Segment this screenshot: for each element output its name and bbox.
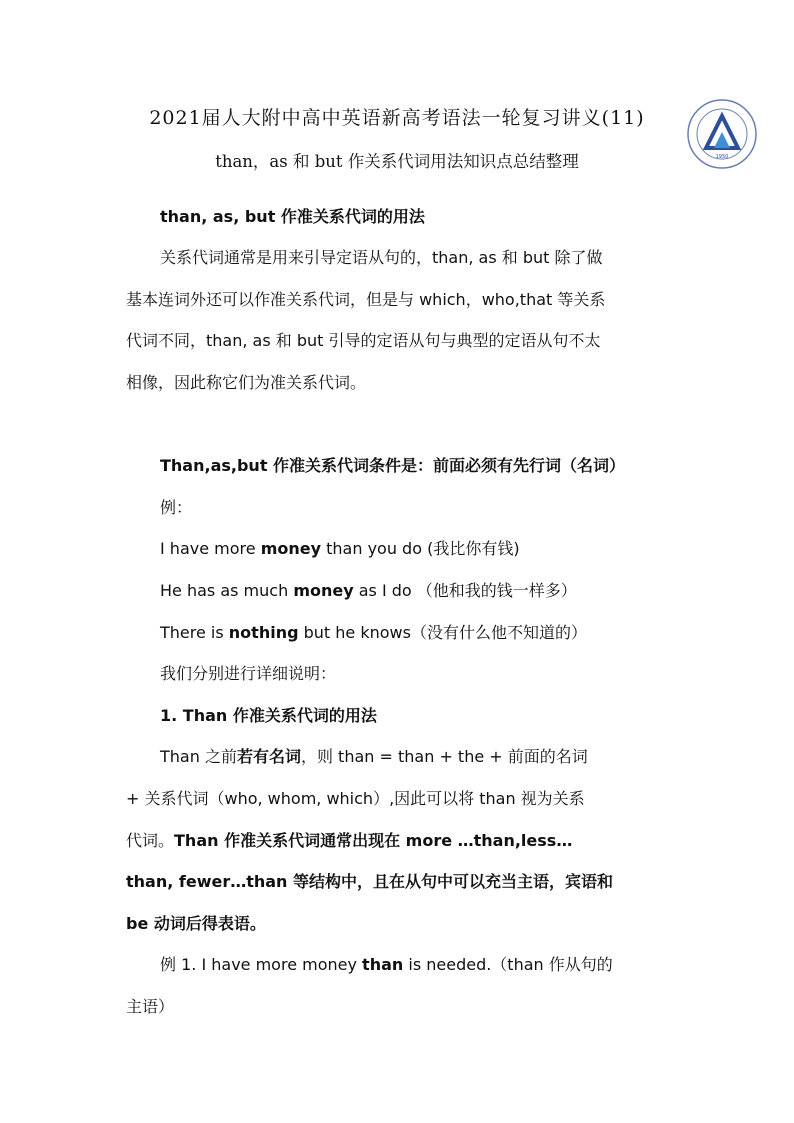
section3-example1: 例 1. I have more money than is needed.（than 作从句的 <box>160 955 613 974</box>
section3-line3: 代词。Than 作准关系代词通常出现在 more …than,less… <box>126 831 573 850</box>
section3-line5: be 动词后得表语。 <box>126 914 266 933</box>
section1-para-line3: 代词不同，than, as 和 but 引导的定语从句与典型的定语从句不太 <box>126 331 601 350</box>
section3-line2: + 关系代词（who, whom, which）,因此可以将 than 视为关系 <box>126 789 585 808</box>
section3-example1-cont: 主语） <box>126 997 175 1016</box>
logo-year: 1950 <box>715 154 729 160</box>
section3-line1: Than 之前若有名词，则 than = than + the + 前面的名词 <box>160 747 588 766</box>
example-sentence-3: There is nothing but he knows（没有什么他不知道的） <box>160 623 587 642</box>
example-sentence-2: He has as much money as I do （他和我的钱一样多） <box>160 581 577 600</box>
section1-para-line4: 相像，因此称它们为准关系代词。 <box>126 373 367 392</box>
section1-para-line2: 基本连词外还可以作准关系代词，但是与 which，who,that 等关系 <box>126 290 606 309</box>
example-sentence-1: I have more money than you do (我比你有钱) <box>160 539 520 558</box>
section2-intro: 我们分别进行详细说明： <box>160 664 337 683</box>
section3-heading: 1. Than 作准关系代词的用法 <box>160 706 377 725</box>
document-title: 2021届人大附中高中英语新高考语法一轮复习讲义(11) <box>149 107 645 129</box>
section1-heading: than, as, but 作准关系代词的用法 <box>160 207 425 226</box>
section1-para-line1: 关系代词通常是用来引导定语从句的，than, as 和 but 除了做 <box>160 248 603 267</box>
section3-line4: than, fewer…than 等结构中，且在从句中可以充当主语，宾语和 <box>126 872 614 891</box>
document-subtitle: than，as 和 but 作关系代词用法知识点总结整理 <box>215 152 579 171</box>
section2-heading: Than,as,but 作准关系代词条件是：前面必须有先行词（名词） <box>160 456 626 475</box>
school-seal-logo <box>686 98 758 170</box>
example-label: 例： <box>160 498 193 517</box>
